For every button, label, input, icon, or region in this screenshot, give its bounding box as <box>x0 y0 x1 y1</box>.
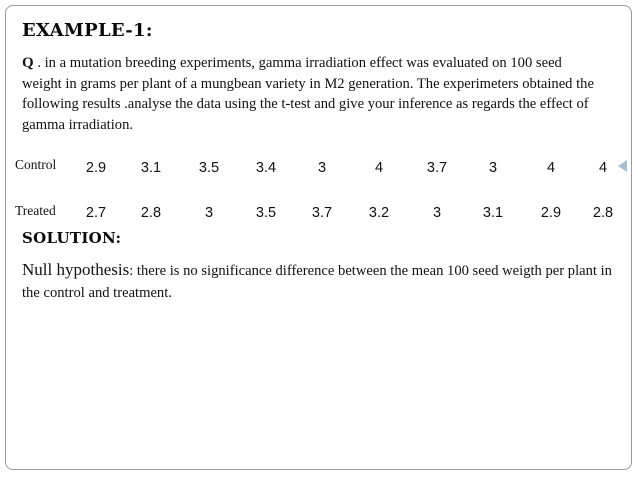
treated-value: 3 <box>432 205 442 221</box>
control-value: 4 <box>546 160 556 176</box>
control-value: 3 <box>488 160 498 176</box>
null-hypothesis-label: Null hypothesis <box>22 260 130 279</box>
control-value: 3.1 <box>140 160 162 176</box>
null-hypothesis-text: : there is no significance difference between the mean 100 seed weigth per plant in the control and treatment. <box>22 263 612 301</box>
control-value: 3.4 <box>255 160 277 176</box>
treated-value: 3.7 <box>311 205 333 221</box>
treated-value: 3 <box>204 205 214 221</box>
question-text: . in a mutation breeding experiments, gamma irradiation effect was evaluated on 100 seed weight in grams per plant of a mungbean variety in M2 generation. The experimeters obtained the following results .analyse the data using the t-test and give your inference as regards the effect of gamma irradiation. <box>22 55 594 133</box>
treated-value: 3.5 <box>255 205 277 221</box>
treated-value: 3.2 <box>368 205 390 221</box>
null-hypothesis-paragraph <box>22 259 612 304</box>
treated-value: 2.8 <box>140 205 162 221</box>
question-label: Q <box>22 55 34 71</box>
example-heading: EXAMPLE-1: <box>22 20 153 41</box>
control-value: 2.9 <box>85 160 107 176</box>
treated-value: 3.1 <box>482 205 504 221</box>
control-value: 4 <box>598 160 608 176</box>
control-value: 3.7 <box>426 160 448 176</box>
control-value: 3 <box>317 160 327 176</box>
question-paragraph <box>22 53 597 135</box>
control-value: 3.5 <box>198 160 220 176</box>
treated-value: 2.8 <box>592 205 614 221</box>
solution-heading: SOLUTION: <box>22 229 122 247</box>
treated-value: 2.7 <box>85 205 107 221</box>
control-row-label: Control <box>15 157 57 172</box>
treated-row-label: Treated <box>15 203 56 218</box>
treated-value: 2.9 <box>540 205 562 221</box>
control-value: 4 <box>374 160 384 176</box>
